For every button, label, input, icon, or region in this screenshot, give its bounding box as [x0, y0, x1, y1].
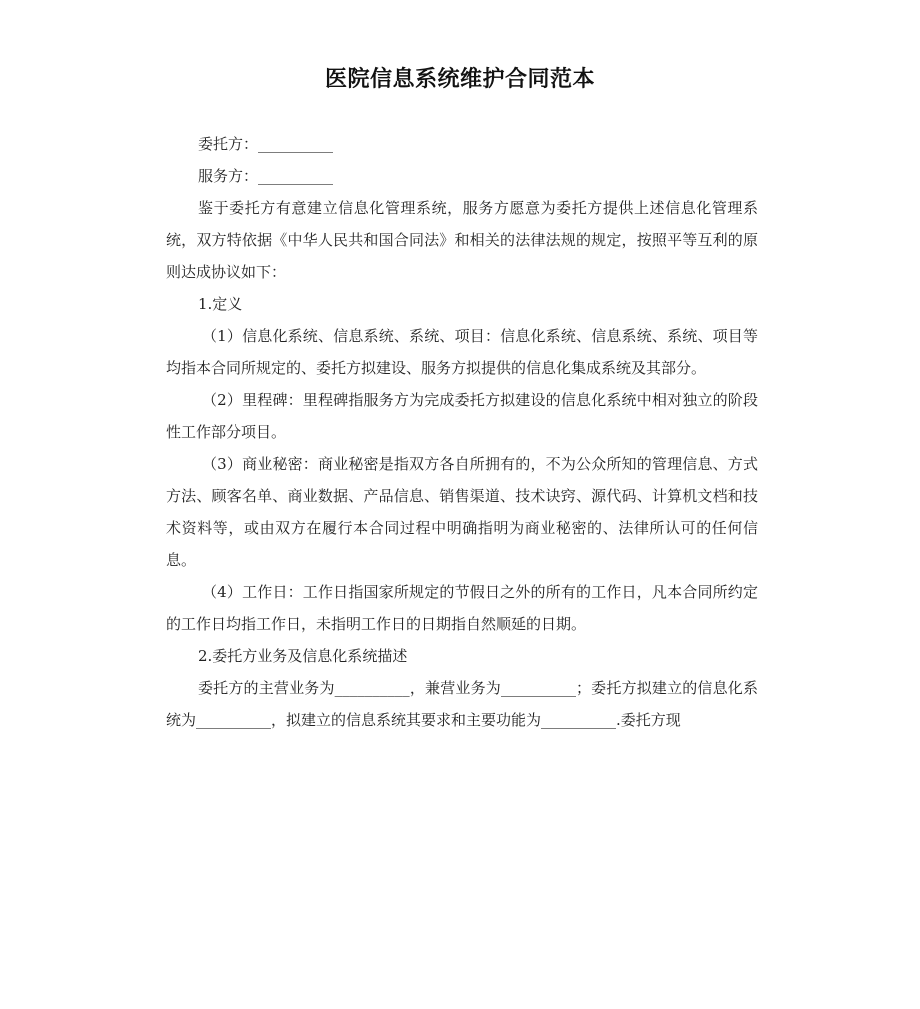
section-heading-definitions: 1.定义: [198, 295, 243, 313]
provider-line: 服务方：__________: [198, 167, 334, 185]
definition-item: （2）里程碑：里程碑指服务方为完成委托方拟建设的信息化系统中相对独立的阶段性工作部分项目。: [166, 391, 758, 441]
definition-item: （4）工作日：工作日指国家所规定的节假日之外的所有的工作日，凡本合同所约定的工作日均指工作日，未指明工作日的日期指自然顺延的日期。: [166, 583, 758, 633]
business-paragraph: 委托方的主营业务为__________，兼营业务为__________；委托方拟建立的信息化系统为__________，拟建立的信息系统其要求和主要功能为__________.委托方现: [166, 679, 758, 729]
document-body: [166, 128, 758, 736]
document-title: 医院信息系统维护合同范本: [324, 67, 595, 92]
definition-item: （1）信息化系统、信息系统、系统、项目：信息化系统、信息系统、系统、项目等均指本合同所规定的、委托方拟建设、服务方拟提供的信息化集成系统及其部分。: [166, 327, 758, 377]
client-line: 委托方：__________: [198, 135, 334, 153]
preamble-paragraph: 鉴于委托方有意建立信息化管理系统，服务方愿意为委托方提供上述信息化管理系统，双方特依据《中华人民共和国合同法》和相关的法律法规的规定，按照平等互利的原则达成协议如下：: [166, 199, 758, 281]
definition-item: （3）商业秘密：商业秘密是指双方各自所拥有的，不为公众所知的管理信息、方式方法、顾客名单、商业数据、产品信息、销售渠道、技术诀窍、源代码、计算机文档和技术资料等，或由双方在履行本合同过程中明确指明为商业秘密的、法律所认可的任何信息。: [166, 455, 758, 569]
section-heading-business: 2.委托方业务及信息化系统描述: [198, 647, 408, 665]
